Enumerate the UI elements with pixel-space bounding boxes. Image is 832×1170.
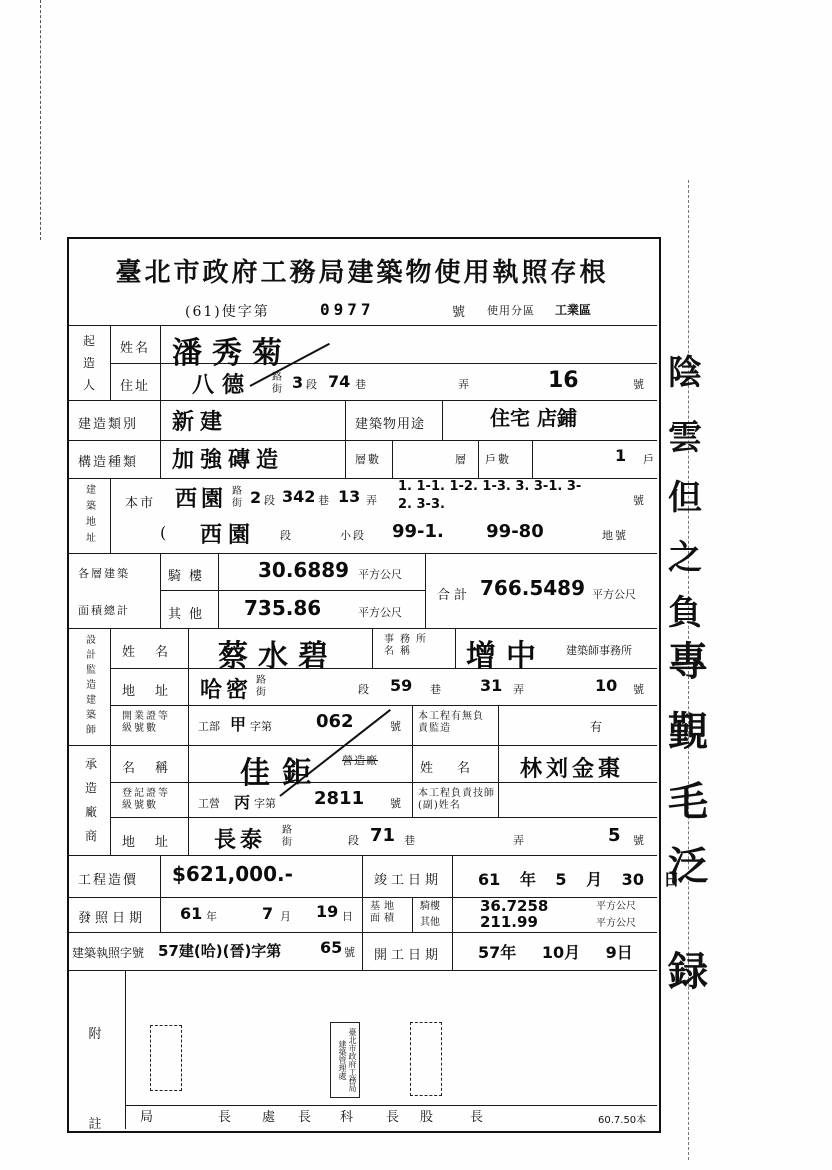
designer-addr-label: 地址 [122, 684, 189, 699]
contractor-section-label: 承造廠商 [84, 757, 97, 843]
contractor-reg-label: 登記證等級號數 [122, 788, 170, 811]
designer-section-label: 設計監造建築師 [86, 635, 96, 736]
contractor-addr-label: 地址 [122, 835, 189, 850]
type-divider-2 [345, 400, 346, 478]
approval-seal-2 [410, 1022, 442, 1096]
cost-label: 工程造價 [78, 873, 139, 888]
contractor-person-label: 姓名 [420, 761, 495, 776]
scan-edge-left [40, 0, 41, 240]
edge-char-5: 負 [668, 593, 702, 633]
issue-year-unit: 年 [206, 910, 219, 923]
contractor-reg-suffix: 號 [390, 797, 403, 810]
type-divider-3 [442, 400, 443, 440]
site-number-unit: 號 [633, 494, 646, 507]
rule-6 [67, 553, 657, 554]
issue-year: 61 [180, 904, 203, 923]
edge-char-4: 之 [668, 538, 702, 578]
contractor-divider-3 [412, 745, 413, 817]
edge-char-8: 毛 [668, 779, 708, 825]
rule-3 [67, 400, 657, 401]
issue-day-unit: 日 [342, 910, 355, 923]
edge-char-2: 雲 [668, 418, 702, 458]
designer-addr-number: 10 [595, 676, 618, 695]
edge-char-3: 但 [668, 478, 702, 518]
contractor-addr-road: 長泰 [214, 828, 267, 853]
designer-addr-alley: 31 [480, 676, 503, 695]
rule-10 [67, 745, 657, 746]
structure-value: 加強磚造 [172, 448, 285, 473]
type-divider-6 [532, 440, 533, 478]
site-section-label: 建築地址 [86, 485, 96, 544]
contractor-name-label: 名稱 [122, 761, 189, 776]
base-other-label: 其他 [420, 917, 440, 928]
area-total-unit: 平方公尺 [592, 588, 636, 601]
cost-divider-4 [412, 897, 413, 932]
designer-cert-label: 開業證等級號數 [122, 711, 170, 734]
use-value: 住宅 店鋪 [490, 406, 577, 430]
rule-9 [110, 705, 657, 706]
designer-addr-road: 哈密 [200, 678, 253, 703]
designer-cert-mid: 字第 [250, 720, 272, 733]
contractor-reg-prefix: 工營 [198, 797, 220, 810]
owner-addr-section: 3 [292, 373, 304, 392]
contractor-divider-2 [188, 745, 189, 855]
zone-value: 工業區 [555, 303, 592, 317]
contractor-name: 佳鉅 [240, 756, 324, 791]
remarks-label: 附註 [88, 1027, 102, 1132]
edge-char-7: 覲 [668, 709, 708, 755]
area-label-b: 面積總計 [78, 604, 130, 617]
sign-row-4: 長 [298, 1110, 314, 1125]
area-label-a: 各層建築 [78, 567, 130, 580]
designer-divider-4 [455, 628, 456, 668]
owner-addr-road: 八德 [192, 373, 253, 398]
sign-row-5: 科 [340, 1110, 356, 1125]
document-title: 臺北市政府工務局建築物使用執照存根 [115, 258, 609, 288]
base-other-unit: 平方公尺 [596, 918, 636, 929]
site-col-divider [110, 478, 111, 553]
designer-cert-prefix: 工部 [198, 720, 220, 733]
base-arcade-value: 36.7258 [480, 897, 549, 915]
issue-day: 19 [316, 902, 339, 921]
rule-16 [67, 970, 657, 971]
cost-divider-2 [362, 855, 363, 970]
issue-label: 發照日期 [78, 911, 147, 926]
contractor-divider-4 [498, 745, 499, 817]
build-type-label: 建造類別 [78, 417, 139, 432]
use-label: 建築物用途 [355, 417, 426, 432]
designer-cert-grade: 甲 [230, 715, 247, 734]
area-divider-3 [425, 553, 426, 628]
contractor-addr-section-unit: 段 [348, 834, 361, 847]
owner-col-divider [110, 325, 111, 400]
designer-divider-5 [412, 705, 413, 745]
contractor-reg-number: 2811 [314, 788, 365, 809]
sign-row-6: 長 [386, 1110, 402, 1125]
owner-addr-section-unit: 段 [306, 378, 319, 391]
type-divider-5 [478, 440, 479, 478]
owner-addr-road-unit: 路街 [272, 372, 282, 395]
sign-row-1: 局 [140, 1110, 156, 1125]
designer-name: 蔡水碧 [218, 639, 338, 674]
site-city: 本市 [125, 496, 156, 511]
sign-row-2: 長 [218, 1110, 234, 1125]
designer-divider-3 [372, 628, 373, 668]
base-arcade-unit: 平方公尺 [596, 901, 636, 912]
designer-addr-section-unit: 段 [358, 683, 371, 696]
cost-divider-1 [160, 855, 161, 932]
structure-label: 構造種類 [78, 455, 139, 470]
approval-seal-1 [150, 1025, 182, 1091]
contractor-reg-mid: 字第 [254, 797, 276, 810]
designer-addr-road-unit: 路街 [256, 675, 266, 698]
contractor-firm-suffix: 營造廠 [342, 754, 378, 767]
owner-name: 潘秀菊 [172, 336, 292, 371]
designer-addr-number-unit: 號 [633, 683, 646, 696]
site-section: 2 [250, 488, 262, 507]
license-number: 0977 [320, 300, 375, 319]
designer-addr-alley-unit: 弄 [513, 683, 526, 696]
site-lane: 342 [282, 487, 316, 506]
site-road: 西園 [175, 487, 228, 512]
start-value: 57年 10月 9日 [478, 943, 633, 962]
designer-supervise-value: 有 [590, 720, 605, 734]
owner-addr-lane: 74 [328, 372, 351, 391]
done-label: 竣工日期 [374, 873, 443, 888]
units-value: 1 [615, 446, 627, 465]
license-prefix: (61)使字第 [185, 304, 270, 320]
rule-8 [110, 668, 657, 669]
contractor-engineer-label: 本工程負責技師(副)姓名 [418, 788, 495, 811]
sign-row-8: 長 [470, 1110, 486, 1125]
contractor-addr-alley-unit: 弄 [513, 834, 526, 847]
edge-char-9: 泛 [668, 844, 708, 890]
issue-month: 7 [262, 904, 274, 923]
site-section-unit: 段 [264, 494, 277, 507]
area-other-unit: 平方公尺 [358, 606, 402, 619]
owner-addr-number-unit: 號 [633, 378, 646, 391]
contractor-addr-number: 5 [608, 825, 621, 846]
designer-cert-suffix: 號 [390, 720, 403, 733]
remarks-col-divider [125, 970, 126, 1129]
area-other-label: 其他 [168, 607, 211, 622]
license-suffix: 號 [452, 305, 468, 320]
area-arcade-unit: 平方公尺 [358, 568, 402, 581]
designer-supervise-label: 本工程有無負責監造 [418, 711, 484, 734]
floors-label: 層數 [355, 453, 381, 466]
site-lot-open: ( [160, 523, 169, 542]
owner-addr-lane-unit: 巷 [355, 378, 368, 391]
owner-addr-label: 住址 [120, 379, 151, 394]
site-lot-number-unit: 地號 [602, 529, 628, 542]
designer-firm-label: 事務所名稱 [384, 634, 432, 657]
base-other-value: 211.99 [480, 913, 538, 931]
contractor-addr-lane: 71 [370, 825, 396, 846]
area-total-label: 合計 [437, 588, 472, 603]
designer-addr-lane: 59 [390, 676, 413, 695]
owner-addr-number: 16 [548, 368, 579, 393]
site-lot-numbers: 99-1. 99-80 [392, 521, 544, 542]
site-lot-small-unit: 小段 [340, 529, 366, 542]
footer-code: 60.7.50本 [598, 1115, 647, 1126]
edge-char-1: 陰 [668, 353, 702, 393]
rule-12 [110, 817, 657, 818]
site-road-unit: 路街 [232, 486, 242, 509]
permit-number: 65 [320, 938, 343, 957]
issue-month-unit: 月 [280, 910, 293, 923]
designer-firm: 增中 [466, 639, 546, 674]
permit-value: 57建(哈)(晉)字第 [158, 942, 282, 960]
area-arcade-value: 30.6889 [258, 558, 350, 582]
floors-unit: 層 [455, 453, 468, 466]
zone-label: 使用分區 [487, 304, 535, 317]
rule-7 [67, 628, 657, 629]
owner-addr-alley-unit: 弄 [458, 378, 471, 391]
owner-name-divider [160, 325, 161, 400]
sign-row-3: 處 [262, 1110, 278, 1125]
owner-name-label: 姓名 [120, 341, 151, 356]
area-other-value: 735.86 [244, 596, 322, 620]
edge-char-6: 專 [668, 639, 708, 685]
done-value: 61 年 5 月 30 日 [478, 870, 680, 889]
contractor-addr-road-unit: 路街 [282, 825, 292, 848]
contractor-col-divider [110, 745, 111, 855]
owner-section-label: 起造人 [82, 334, 95, 392]
start-label: 開工日期 [374, 948, 443, 963]
area-mid-rule [160, 590, 425, 591]
build-type-value: 新建 [172, 410, 229, 435]
designer-divider-2 [188, 628, 189, 745]
designer-col-divider [110, 628, 111, 745]
office-stamp: 臺北市政府工務局建築管理處 [330, 1022, 360, 1098]
area-total-value: 766.5489 [480, 576, 586, 600]
contractor-addr-lane-unit: 巷 [404, 834, 417, 847]
units-unit: 戶 [643, 453, 656, 466]
site-alley: 13 [338, 487, 361, 506]
units-label: 戶數 [485, 453, 511, 466]
designer-addr-lane-unit: 巷 [430, 683, 443, 696]
rule-1 [67, 325, 657, 326]
sign-row-7: 股 [420, 1110, 436, 1125]
base-arcade-label: 騎樓 [420, 901, 440, 912]
designer-divider-6 [498, 705, 499, 745]
cost-divider-3 [452, 855, 453, 970]
edge-char-10: 録 [668, 949, 708, 995]
cost-value: $621,000.- [172, 862, 293, 886]
permit-label: 建築執照字號 [72, 946, 145, 960]
rule-4 [67, 440, 657, 441]
site-lot-area: 西園 [200, 523, 257, 548]
area-arcade-label: 騎樓 [168, 569, 211, 584]
contractor-person: 林刘金棗 [520, 757, 625, 782]
designer-name-label: 姓名 [122, 645, 189, 660]
site-numbers: 1. 1-1. 1-2. 1-3. 3. 3-1. 3-2. 3-3. [398, 479, 582, 512]
designer-firm-suffix: 建築師事務所 [566, 644, 632, 657]
designer-cert-number: 062 [316, 711, 354, 732]
site-lane-unit: 巷 [318, 494, 331, 507]
contractor-reg-grade: 丙 [234, 793, 251, 812]
contractor-addr-number-unit: 號 [633, 834, 646, 847]
site-lot-area-unit: 段 [280, 529, 293, 542]
site-alley-unit: 弄 [366, 494, 379, 507]
base-label: 基地面積 [370, 901, 398, 924]
type-divider-1 [160, 400, 161, 478]
permit-suffix: 號 [344, 946, 357, 959]
type-divider-4 [392, 440, 393, 478]
